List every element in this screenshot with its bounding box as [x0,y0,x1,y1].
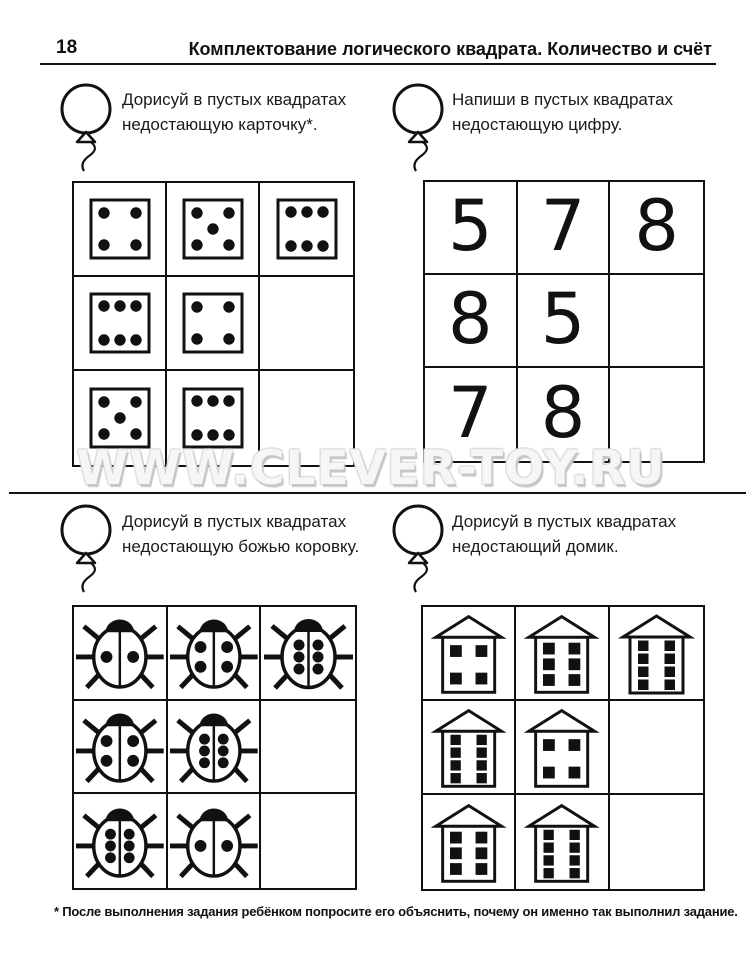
instruction-line: Дорисуй в пустых квадратах [122,90,347,109]
digit-value: 8 [540,371,586,454]
card-6-dots-icon [182,387,244,449]
ladybug-2-spots-icon [74,607,166,699]
ladybug-4-spots-icon [74,701,166,793]
ladybugs-grid [72,605,357,890]
ladybug-6-spots-icon [262,607,355,699]
empty-answer-cell[interactable] [610,795,703,889]
ladybug-2-spots-icon [168,795,260,888]
card-cell [74,277,167,371]
instruction-line: недостающую цифру. [452,115,623,134]
balloon-icon [58,82,116,172]
instruction-line: недостающий домик. [452,537,619,556]
house-cell [516,795,609,889]
balloon-icon [390,503,448,593]
page-number: 18 [56,37,78,58]
ladybug-cell [168,607,262,701]
card-6-dots-icon [276,198,338,260]
digit-cell [610,182,703,275]
digit-cell [425,275,518,368]
house-8-windows-icon [610,607,703,700]
instruction-line: Дорисуй в пустых квадратах [122,512,347,531]
balloon-icon [58,503,116,593]
instruction-line: Напиши в пустых квадратах [452,90,674,109]
card-cell [167,371,260,465]
task-instruction-digits [452,87,724,137]
task-instruction-houses [452,509,724,559]
balloon-icon [390,82,448,172]
card-cell [74,371,167,465]
digit-value: 8 [634,184,679,267]
digit-cell [518,368,611,461]
digit-value: 5 [540,277,586,360]
card-cell [167,183,260,277]
house-4-windows-icon [516,701,607,794]
card-6-dots-icon [89,292,151,354]
houses-grid [421,605,705,891]
empty-answer-cell[interactable] [610,701,703,795]
ladybug-cell [74,607,168,701]
digit-value: 7 [448,371,493,454]
house-cell [610,607,703,701]
ladybug-4-spots-icon [168,607,260,699]
house-4-windows-icon [423,607,514,700]
empty-answer-cell[interactable] [261,701,355,795]
digit-cell [518,275,611,368]
digit-cell [425,182,518,275]
section-divider [9,492,746,494]
house-cell [423,795,516,889]
task-instruction-ladybugs [122,509,394,559]
empty-answer-cell[interactable] [260,371,353,465]
card-5-dots-icon [182,198,244,260]
ladybug-cell [261,607,355,701]
house-6-windows-icon [423,796,514,889]
card-4-dots-icon [89,198,151,260]
ladybug-cell [74,794,168,888]
digit-value: 5 [448,184,493,267]
house-cell [516,701,609,795]
instruction-line: Дорисуй в пустых квадратах [452,512,677,531]
digits-grid [423,180,705,463]
empty-answer-cell[interactable] [610,275,703,368]
card-5-dots-icon [89,387,151,449]
house-cell [423,701,516,795]
card-cell [260,183,353,277]
ladybug-cell [74,701,168,795]
house-cell [516,607,609,701]
house-8-windows-icon [423,701,514,794]
watermark: WWW.CLEVER-TOY.RU [76,441,666,496]
dot-cards-grid [72,181,355,467]
instruction-line: недостающую божью коровку. [122,537,360,556]
card-cell [74,183,167,277]
house-cell [423,607,516,701]
card-cell [167,277,260,371]
card-4-dots-icon [182,292,244,354]
digit-cell [425,368,518,461]
ladybug-cell [168,701,262,795]
task-instruction-cards [122,87,394,137]
header-rule [40,63,716,65]
instruction-line: недостающую карточку*. [122,115,318,134]
empty-answer-cell[interactable] [610,368,703,461]
ladybug-cell [168,794,262,888]
house-6-windows-icon [516,607,607,700]
empty-answer-cell[interactable] [261,794,355,888]
ladybug-6-spots-icon [168,701,260,793]
empty-answer-cell[interactable] [260,277,353,371]
footnote: * После выполнения задания ребёнком попросите его объяснить, почему он именно так выполнил задание. [54,904,738,919]
digit-cell [518,182,611,275]
page-title: Комплектование логического квадрата. Количество и счёт [188,39,712,59]
digit-value: 7 [540,184,586,267]
ladybug-6-spots-icon [74,795,166,888]
digit-value: 8 [448,277,493,360]
house-8-windows-icon [516,796,607,889]
